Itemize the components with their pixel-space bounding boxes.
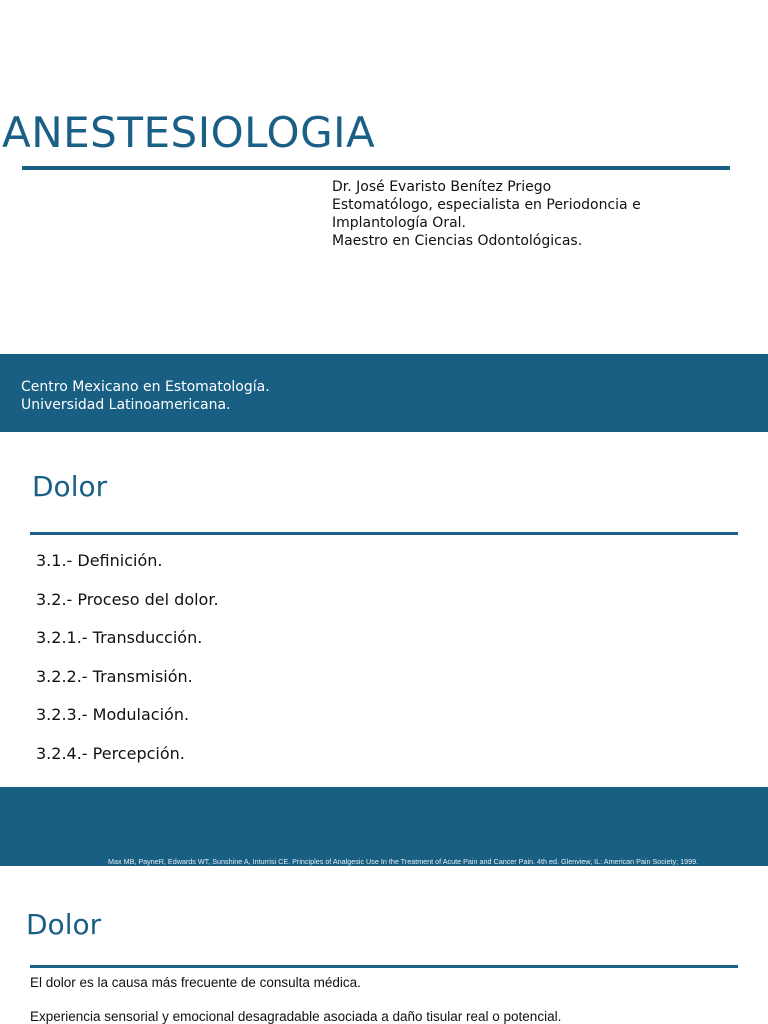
topic-list — [36, 550, 219, 781]
author-specialty: Estomatólogo, especialista en Periodoncia e — [332, 197, 641, 213]
section-underline-2 — [30, 965, 738, 968]
author-specialty-cont: Implantología Oral. — [332, 215, 467, 231]
author-name: Dr. José Evaristo Benítez Priego — [332, 179, 552, 195]
citation-text: Max MB, PayneR, Edwards WT, Sunshine A, Inturrisi CE. Principles of Analgesic Use In the Treatment of Acute Pain and Cancer Pain. 4th ed. Glenview, IL: American Pain Society; 1999. — [108, 857, 699, 866]
list-item: 3.2.4.- Percepción. — [36, 743, 185, 763]
institution-band — [0, 354, 768, 432]
section-title: Dolor — [32, 470, 108, 503]
list-item: 3.1.- Definición. — [36, 551, 163, 570]
paragraph: El dolor es la causa más frecuente de consulta médica. — [30, 975, 361, 990]
university-name: Universidad Latinoamericana. — [21, 397, 231, 413]
list-item: 3.2.2.- Transmisión. — [36, 666, 193, 686]
list-item: 3.2.3.- Modulación. — [36, 705, 190, 724]
author-degree: Maestro en Ciencias Odontológicas. — [332, 233, 583, 249]
citation-band — [0, 787, 768, 866]
paragraph: Experiencia sensorial y emocional desagradable asociada a daño tisular real o potencial. — [30, 1009, 562, 1024]
institution-name: Centro Mexicano en Estomatología. — [21, 379, 270, 395]
section-underline — [30, 532, 738, 535]
section-title-2: Dolor — [26, 908, 102, 941]
list-item: 3.2.- Proceso del dolor. — [36, 589, 219, 609]
slide-title: ANESTESIOLOGIA — [2, 108, 376, 157]
list-item: 3.2.1.- Transducción. — [36, 628, 203, 647]
title-underline — [22, 166, 730, 170]
author-block — [332, 178, 641, 250]
